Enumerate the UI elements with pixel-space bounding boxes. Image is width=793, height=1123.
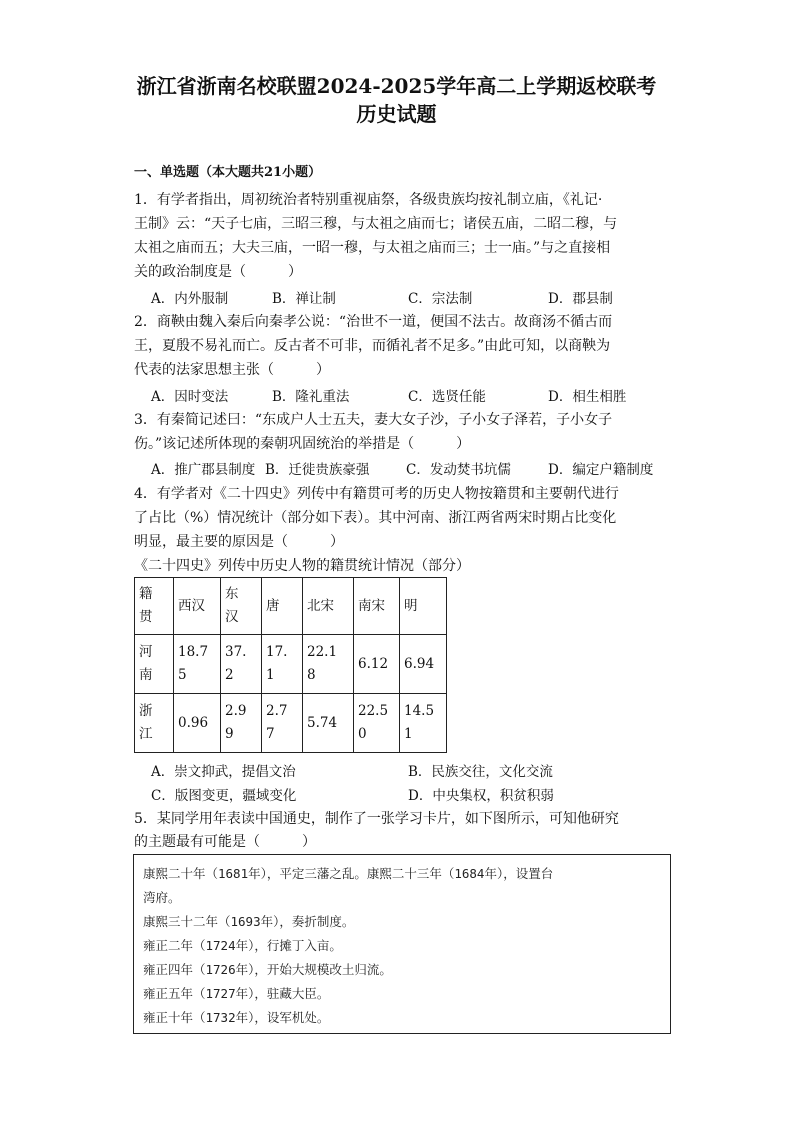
table-row xyxy=(135,635,447,694)
study-card-line: 湾府。 xyxy=(143,890,181,905)
question-4-option-d[interactable]: D．中央集权，积贫积弱 xyxy=(408,788,554,804)
question-4-option-c[interactable]: C．版图变更，疆域变化 xyxy=(151,788,297,804)
table-header-cell: 籍 贯 xyxy=(135,578,174,635)
question-1-text: 关的政治制度是（ ） xyxy=(134,264,302,280)
question-1-text: 太祖之庙而五；大夫三庙，一昭一穆，与太祖之庙而三；士一庙。”与之直接相 xyxy=(134,240,611,256)
table-row xyxy=(135,694,447,753)
question-5-text: 的主题最有可能是（ ） xyxy=(134,834,316,850)
table-header-cell: 唐 xyxy=(262,578,303,635)
question-3-text: 伤。”该记述所体现的秦朝巩固统治的举措是（ ） xyxy=(134,436,471,452)
question-2-text: 2．商鞅由魏入秦后向秦孝公说：“治世不一道，便国不法古。故商汤不循古而 xyxy=(134,314,613,330)
question-4-text: 了占比（%）情况统计（部分如下表）。其中河南、浙江两省两宋时期占比变化 xyxy=(134,510,617,526)
exam-title: 浙江省浙南名校联盟2024-2025学年高二上学期返校联考 xyxy=(136,74,657,98)
question-2-option-a[interactable]: A．因时变法 xyxy=(151,389,229,405)
table-cell: 6.94 xyxy=(400,635,447,694)
table-header-cell: 西汉 xyxy=(174,578,221,635)
question-3-option-d[interactable]: D．编定户籍制度 xyxy=(548,462,654,478)
question-1-text: 王制》云：“天子七庙，三昭三穆，与太祖之庙而七；诸侯五庙，二昭二穆，与 xyxy=(134,216,618,232)
question-1-option-c[interactable]: C．宗法制 xyxy=(408,291,473,307)
exam-subtitle: 历史试题 xyxy=(356,102,437,126)
table-header-cell: 北宋 xyxy=(303,578,354,635)
table-header-row xyxy=(135,578,447,635)
study-card-line: 雍正二年（1724年），行摊丁入亩。 xyxy=(143,938,342,953)
table-header-cell: 东 汉 xyxy=(221,578,262,635)
table-cell: 2.9 9 xyxy=(221,694,262,753)
question-4-text: 4．有学者对《二十四史》列传中有籍贯可考的历史人物按籍贯和主要朝代进行 xyxy=(134,486,619,502)
question-3-option-c[interactable]: C．发动焚书坑儒 xyxy=(406,462,511,478)
table-cell: 17. 1 xyxy=(262,635,303,694)
question-3-option-b[interactable]: B．迁徙贵族豪强 xyxy=(265,462,370,478)
question-2-option-c[interactable]: C．选贤任能 xyxy=(408,389,486,405)
question-2-option-d[interactable]: D．相生相胜 xyxy=(548,389,627,405)
table-cell: 22.1 8 xyxy=(303,635,354,694)
native-place-table xyxy=(134,577,447,753)
question-1-text: 1．有学者指出，周初统治者特别重视庙祭，各级贵族均按礼制立庙，《礼记· xyxy=(134,192,603,208)
table-cell: 14.5 1 xyxy=(400,694,447,753)
question-4-option-b[interactable]: B．民族交往，文化交流 xyxy=(408,764,553,780)
study-card-line: 雍正十年（1732年），设军机处。 xyxy=(143,1010,330,1025)
question-4-option-a[interactable]: A．崇文抑武，提倡文治 xyxy=(151,764,296,780)
study-card xyxy=(133,854,671,1034)
table-cell: 5.74 xyxy=(303,694,354,753)
question-1-option-b[interactable]: B．禅让制 xyxy=(272,291,336,307)
study-card-line: 雍正四年（1726年），开始大规模改土归流。 xyxy=(143,962,392,977)
table-cell: 0.96 xyxy=(174,694,221,753)
table-cell: 18.7 5 xyxy=(174,635,221,694)
question-2-text: 代表的法家思想主张（ ） xyxy=(134,362,330,378)
study-card-line: 雍正五年（1727年），驻藏大臣。 xyxy=(143,986,330,1001)
table-cell: 6.12 xyxy=(354,635,400,694)
table-cell: 22.5 0 xyxy=(354,694,400,753)
question-2-option-b[interactable]: B．隆礼重法 xyxy=(272,389,350,405)
question-5-text: 5．某同学用年表读中国通史，制作了一张学习卡片，如下图所示，可知他研究 xyxy=(134,811,619,827)
question-2-text: 王，夏殷不易礼而亡。反古者不可非，而循礼者不足多。”由此可知，以商鞅为 xyxy=(134,338,611,354)
question-3-option-a[interactable]: A．推广郡县制度 xyxy=(151,462,256,478)
table-header-cell: 南宋 xyxy=(354,578,400,635)
question-1-option-a[interactable]: A．内外服制 xyxy=(151,291,229,307)
study-card-line: 康熙二十年（1681年），平定三藩之乱。康熙二十三年（1684年），设置台 xyxy=(143,866,554,881)
table-cell: 浙 江 xyxy=(135,694,174,753)
question-3-text: 3．有秦简记述曰：“东成户人士五夫，妻大女子沙，子小女子泽若，子小女子 xyxy=(134,412,613,428)
table-cell: 37. 2 xyxy=(221,635,262,694)
table-caption: 《二十四史》列传中历史人物的籍贯统计情况（部分） xyxy=(134,558,470,574)
study-card-line: 康熙三十二年（1693年），奏折制度。 xyxy=(143,914,355,929)
table-cell: 2.7 7 xyxy=(262,694,303,753)
table-cell: 河 南 xyxy=(135,635,174,694)
table-header-cell: 明 xyxy=(400,578,447,635)
section-heading: 一、单选题（本大题共21小题） xyxy=(134,165,322,180)
question-4-text: 明显，最主要的原因是（ ） xyxy=(134,534,344,550)
question-1-option-d[interactable]: D．郡县制 xyxy=(548,291,613,307)
